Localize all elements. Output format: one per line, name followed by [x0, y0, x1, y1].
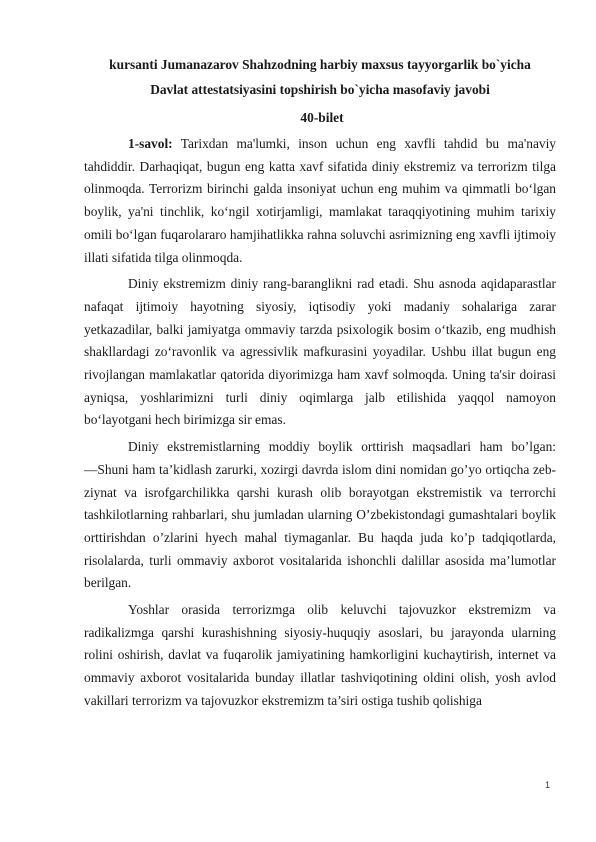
- paragraph-2: Diniy ekstremizm diniy rang-baranglikni rad etadi. Shu asnoda aqidaparastlar nafaqat ijtimoiy hayotning siyosiy, iqtisodiy yoki madaniy sohalariga zarar yetkazadilar, balki jamiyatga ommaviy tarzda psixologik bosim o‘tkazib, eng mudhish shakllardagi zo‘ravonlik va agressivlik mafkurasini yoyadilar. Ushbu illat bugun eng rivojlangan mamlakatlar qatorida diyorimizga ham xavf solmoqda. Uning ta'sir doirasi ayniqsa, yoshlarimizni turli diniy oqimlarga jalb etilishida yaqqol namoyon bo‘layotgani hech birimizga sir emas.: [84, 276, 556, 428]
- ticket-number: 40-bilet: [300, 110, 344, 125]
- page-number: 1: [544, 780, 550, 790]
- paragraph-3: Diniy ekstremistlarning moddiy boylik orttirish maqsadlari ham bo’lgan: ―Shuni ham ta’kidlash zarurki, xozirgi davrda islom dini nomidan go’yo ortiqcha zeb-ziynat va isrofgarchilikka qarshi kurash olib borayotgan ekstremistik va terrorchi tashkilotlarning rahbarlari, shu jumladan ularning O’zbekistondagi gumashtalari boylik orttirishdan o’zlarini hyech mahal tiymaganlar. Bu haqda juda ko’p tadqiqotlarda, risolalarda, turli ommaviy axborot vositalarida ishonchli dalillar asosida ma’lumotlar berilgan.: [84, 439, 556, 591]
- question-label: 1-savol:: [128, 136, 173, 151]
- paragraph-4: Yoshlar orasida terrorizmga olib keluvchi tajovuzkor ekstremizm va radikalizmga qarshi kurashishning siyosiy-huquqiy asoslari, bu jarayonda ularning rolini oshirish, davlat va fuqarolik jamiyatining hamkorligini kuchaytirish, internet va ommaviy axborot vositalarida bunday illatlar tashviqotining oldini olish, yosh avlod vakillari terrorizm va tajovuzkor ekstremizm ta’siri ostiga tushib qolishiga: [84, 602, 556, 708]
- document-title-line-2: Davlat attestatsiyasini topshirish bo`yicha masofaviy javobi: [150, 82, 490, 97]
- document-page: [84, 52, 556, 717]
- paragraph-1: [84, 133, 556, 269]
- document-title-line-1: kursanti Jumanazarov Shahzodning harbiy maxsus tayyorgarlik bo`yicha: [109, 57, 531, 72]
- paragraph-1-text: Tarixdan ma'lumki, inson uchun eng xavfli tahdid bu ma'naviy tahdiddir. Darhaqiqat, bugun eng katta xavf sifatida diniy ekstremiz va terrorizm tilga olinmoqda. Terrorizm birinchi galda insoniyat uchun eng muhim va qimmatli bo‘lgan boylik, ya'ni tinchlik, ko‘ngil xotirjamligi, mamlakat taraqqiyotining muhim tarixiy omili bo‘lgan fuqarolararo hamjihatlikka rahna soluvchi asrimizning eng xavfli ijtimoiy illati sifatida tilga olinmoqda.: [84, 136, 556, 265]
